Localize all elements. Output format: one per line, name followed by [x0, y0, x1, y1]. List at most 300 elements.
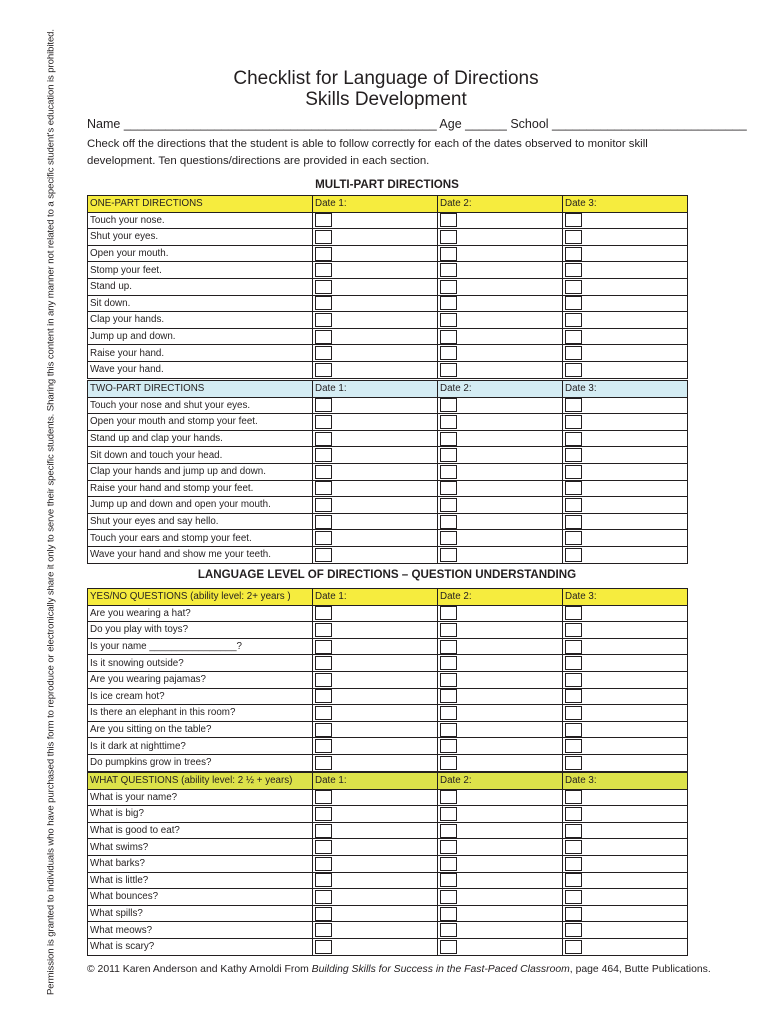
- date-1-checkbox[interactable]: [315, 481, 332, 495]
- date-1-checkbox[interactable]: [315, 230, 332, 244]
- direction-text: Raise your hand and stomp your feet.: [88, 480, 313, 497]
- date-1-cell: [313, 447, 438, 464]
- date-3-checkbox[interactable]: [565, 448, 582, 462]
- table-one-part: [87, 195, 688, 379]
- date-3-checkbox[interactable]: [565, 230, 582, 244]
- date-2-cell: [438, 839, 563, 856]
- date-1-header[interactable]: Date 1:: [313, 589, 438, 606]
- date-1-checkbox[interactable]: [315, 656, 332, 670]
- checklist-row: [88, 922, 688, 939]
- date-3-cell: [563, 872, 688, 889]
- checklist-row: [88, 839, 688, 856]
- date-2-checkbox[interactable]: [440, 313, 457, 327]
- date-1-checkbox[interactable]: [315, 840, 332, 854]
- date-2-cell: [438, 430, 563, 447]
- date-2-checkbox[interactable]: [440, 940, 457, 954]
- direction-text: What is big?: [88, 806, 313, 823]
- date-2-cell: [438, 822, 563, 839]
- checklist-row: [88, 705, 688, 722]
- date-1-cell: [313, 605, 438, 622]
- direction-text: Is ice cream hot?: [88, 688, 313, 705]
- date-1-cell: [313, 839, 438, 856]
- date-2-checkbox[interactable]: [440, 640, 457, 654]
- date-3-cell: [563, 938, 688, 955]
- checklist-row: [88, 638, 688, 655]
- checklist-row: [88, 278, 688, 295]
- direction-text: What is scary?: [88, 938, 313, 955]
- date-2-checkbox[interactable]: [440, 739, 457, 753]
- date-1-header[interactable]: Date 1:: [313, 196, 438, 213]
- direction-text: Clap your hands and jump up and down.: [88, 463, 313, 480]
- date-1-cell: [313, 312, 438, 329]
- date-1-checkbox[interactable]: [315, 313, 332, 327]
- date-2-checkbox[interactable]: [440, 398, 457, 412]
- section-header-row: [88, 773, 688, 790]
- date-2-checkbox[interactable]: [440, 247, 457, 261]
- checklist-row: [88, 671, 688, 688]
- direction-text: Is it dark at nighttime?: [88, 738, 313, 755]
- date-3-cell: [563, 671, 688, 688]
- date-3-checkbox[interactable]: [565, 623, 582, 637]
- date-1-checkbox[interactable]: [315, 940, 332, 954]
- date-1-checkbox[interactable]: [315, 923, 332, 937]
- date-3-checkbox[interactable]: [565, 398, 582, 412]
- date-1-checkbox[interactable]: [315, 790, 332, 804]
- date-1-cell: [313, 789, 438, 806]
- language-level-heading: LANGUAGE LEVEL OF DIRECTIONS – QUESTION UNDERSTANDING: [197, 568, 577, 581]
- date-3-checkbox[interactable]: [565, 280, 582, 294]
- date-1-checkbox[interactable]: [315, 756, 332, 770]
- date-1-checkbox[interactable]: [315, 907, 332, 921]
- date-2-checkbox[interactable]: [440, 448, 457, 462]
- date-3-cell: [563, 839, 688, 856]
- date-2-cell: [438, 789, 563, 806]
- date-3-checkbox[interactable]: [565, 857, 582, 871]
- date-3-cell: [563, 622, 688, 639]
- date-1-cell: [313, 622, 438, 639]
- date-3-cell: [563, 754, 688, 771]
- checklist-row: [88, 738, 688, 755]
- date-2-checkbox[interactable]: [440, 415, 457, 429]
- date-1-checkbox[interactable]: [315, 623, 332, 637]
- date-2-checkbox[interactable]: [440, 706, 457, 720]
- direction-text: Are you sitting on the table?: [88, 721, 313, 738]
- date-3-checkbox[interactable]: [565, 723, 582, 737]
- date-2-cell: [438, 938, 563, 955]
- date-1-cell: [313, 229, 438, 246]
- date-2-checkbox[interactable]: [440, 656, 457, 670]
- date-1-header[interactable]: Date 1:: [313, 381, 438, 398]
- date-3-checkbox[interactable]: [565, 923, 582, 937]
- date-1-cell: [313, 889, 438, 906]
- date-1-checkbox[interactable]: [315, 280, 332, 294]
- checklist-row: [88, 229, 688, 246]
- direction-text: Is it snowing outside?: [88, 655, 313, 672]
- date-3-checkbox[interactable]: [565, 890, 582, 904]
- date-1-checkbox[interactable]: [315, 673, 332, 687]
- date-2-checkbox[interactable]: [440, 907, 457, 921]
- date-2-cell: [438, 447, 563, 464]
- date-2-header[interactable]: Date 2:: [438, 381, 563, 398]
- date-2-cell: [438, 229, 563, 246]
- date-1-checkbox[interactable]: [315, 531, 332, 545]
- date-3-checkbox[interactable]: [565, 656, 582, 670]
- direction-text: Open your mouth.: [88, 245, 313, 262]
- date-1-checkbox[interactable]: [315, 824, 332, 838]
- date-3-cell: [563, 513, 688, 530]
- checklist-row: [88, 721, 688, 738]
- direction-text: Jump up and down.: [88, 328, 313, 345]
- date-2-cell: [438, 705, 563, 722]
- date-3-checkbox[interactable]: [565, 432, 582, 446]
- date-2-checkbox[interactable]: [440, 465, 457, 479]
- date-2-cell: [438, 605, 563, 622]
- checklist-row: [88, 605, 688, 622]
- date-2-cell: [438, 855, 563, 872]
- page-title: [86, 68, 686, 110]
- date-2-checkbox[interactable]: [440, 723, 457, 737]
- date-2-checkbox[interactable]: [440, 230, 457, 244]
- date-1-cell: [313, 938, 438, 955]
- date-1-cell: [313, 414, 438, 431]
- direction-text: Is your name ________________?: [88, 638, 313, 655]
- date-1-checkbox[interactable]: [315, 873, 332, 887]
- date-1-cell: [313, 738, 438, 755]
- date-1-checkbox[interactable]: [315, 263, 332, 277]
- section-header-row: [88, 381, 688, 398]
- footer-suffix: , page 464, Butte Publications.: [569, 964, 711, 975]
- date-1-cell: [313, 671, 438, 688]
- checklist-row: [88, 622, 688, 639]
- date-1-checkbox[interactable]: [315, 247, 332, 261]
- date-3-checkbox[interactable]: [565, 689, 582, 703]
- date-3-cell: [563, 806, 688, 823]
- date-2-checkbox[interactable]: [440, 689, 457, 703]
- date-3-cell: [563, 447, 688, 464]
- date-3-checkbox[interactable]: [565, 498, 582, 512]
- date-3-checkbox[interactable]: [565, 515, 582, 529]
- direction-text: What spills?: [88, 905, 313, 922]
- date-3-cell: [563, 705, 688, 722]
- date-2-cell: [438, 905, 563, 922]
- date-2-checkbox[interactable]: [440, 263, 457, 277]
- checklist-row: [88, 480, 688, 497]
- date-3-checkbox[interactable]: [565, 548, 582, 562]
- date-2-cell: [438, 530, 563, 547]
- date-3-cell: [563, 922, 688, 939]
- direction-text: Wave your hand and show me your teeth.: [88, 546, 313, 563]
- section-header-row: [88, 589, 688, 606]
- date-2-cell: [438, 738, 563, 755]
- date-3-checkbox[interactable]: [565, 481, 582, 495]
- footer-prefix: © 2011 Karen Anderson and Kathy Arnoldi From: [87, 964, 312, 975]
- direction-text: Are you wearing pajamas?: [88, 671, 313, 688]
- date-1-header[interactable]: Date 1:: [313, 773, 438, 790]
- checklist-row: [88, 513, 688, 530]
- date-2-checkbox[interactable]: [440, 213, 457, 227]
- direction-text: Stomp your feet.: [88, 262, 313, 279]
- direction-text: Are you wearing a hat?: [88, 605, 313, 622]
- date-2-checkbox[interactable]: [440, 515, 457, 529]
- date-1-cell: [313, 278, 438, 295]
- checklist-row: [88, 447, 688, 464]
- date-2-checkbox[interactable]: [440, 280, 457, 294]
- date-1-checkbox[interactable]: [315, 739, 332, 753]
- date-3-cell: [563, 361, 688, 378]
- date-2-checkbox[interactable]: [440, 481, 457, 495]
- date-1-checkbox[interactable]: [315, 432, 332, 446]
- date-3-checkbox[interactable]: [565, 531, 582, 545]
- date-2-cell: [438, 622, 563, 639]
- date-1-checkbox[interactable]: [315, 807, 332, 821]
- direction-text: Is there an elephant in this room?: [88, 705, 313, 722]
- checklist-row: [88, 530, 688, 547]
- date-2-cell: [438, 480, 563, 497]
- date-2-checkbox[interactable]: [440, 548, 457, 562]
- direction-text: Raise your hand.: [88, 345, 313, 362]
- checklist-row: [88, 245, 688, 262]
- date-3-cell: [563, 397, 688, 414]
- table-what: [87, 772, 688, 956]
- title-line-2: Skills Development: [305, 89, 467, 110]
- date-1-checkbox[interactable]: [315, 346, 332, 360]
- date-2-checkbox[interactable]: [440, 606, 457, 620]
- checklist-row: [88, 889, 688, 906]
- date-2-cell: [438, 414, 563, 431]
- date-1-checkbox[interactable]: [315, 296, 332, 310]
- date-3-cell: [563, 480, 688, 497]
- date-3-cell: [563, 738, 688, 755]
- date-3-checkbox[interactable]: [565, 296, 582, 310]
- date-3-cell: [563, 905, 688, 922]
- checklist-row: [88, 688, 688, 705]
- date-3-checkbox[interactable]: [565, 807, 582, 821]
- date-1-checkbox[interactable]: [315, 640, 332, 654]
- date-1-checkbox[interactable]: [315, 606, 332, 620]
- date-3-checkbox[interactable]: [565, 940, 582, 954]
- date-3-cell: [563, 278, 688, 295]
- date-2-checkbox[interactable]: [440, 824, 457, 838]
- date-1-checkbox[interactable]: [315, 398, 332, 412]
- date-2-checkbox[interactable]: [440, 296, 457, 310]
- date-2-header[interactable]: Date 2:: [438, 773, 563, 790]
- checklist-row: [88, 262, 688, 279]
- date-2-checkbox[interactable]: [440, 756, 457, 770]
- date-3-checkbox[interactable]: [565, 346, 582, 360]
- date-2-cell: [438, 721, 563, 738]
- date-1-checkbox[interactable]: [315, 515, 332, 529]
- date-2-checkbox[interactable]: [440, 873, 457, 887]
- date-2-cell: [438, 212, 563, 229]
- checklist-row: [88, 345, 688, 362]
- date-3-cell: [563, 789, 688, 806]
- direction-text: Shut your eyes.: [88, 229, 313, 246]
- date-2-header[interactable]: Date 2:: [438, 589, 563, 606]
- date-1-checkbox[interactable]: [315, 415, 332, 429]
- date-3-checkbox[interactable]: [565, 640, 582, 654]
- date-1-checkbox[interactable]: [315, 465, 332, 479]
- date-3-checkbox[interactable]: [565, 213, 582, 227]
- date-1-cell: [313, 721, 438, 738]
- direction-text: Stand up.: [88, 278, 313, 295]
- date-3-checkbox[interactable]: [565, 873, 582, 887]
- direction-text: Do you play with toys?: [88, 622, 313, 639]
- direction-text: Wave your hand.: [88, 361, 313, 378]
- direction-text: What is good to eat?: [88, 822, 313, 839]
- date-3-checkbox[interactable]: [565, 739, 582, 753]
- date-1-checkbox[interactable]: [315, 890, 332, 904]
- date-3-cell: [563, 605, 688, 622]
- date-1-cell: [313, 530, 438, 547]
- permission-sidebar: [40, 0, 62, 1024]
- checklist-row: [88, 789, 688, 806]
- direction-text: Clap your hands.: [88, 312, 313, 329]
- direction-text: Open your mouth and stomp your feet.: [88, 414, 313, 431]
- date-2-checkbox[interactable]: [440, 363, 457, 377]
- date-3-cell: [563, 430, 688, 447]
- date-1-cell: [313, 855, 438, 872]
- date-3-checkbox[interactable]: [565, 263, 582, 277]
- direction-text: Sit down.: [88, 295, 313, 312]
- date-3-header[interactable]: Date 3:: [563, 196, 688, 213]
- date-1-cell: [313, 480, 438, 497]
- date-2-cell: [438, 671, 563, 688]
- date-1-cell: [313, 361, 438, 378]
- date-1-cell: [313, 688, 438, 705]
- date-3-header[interactable]: Date 3:: [563, 381, 688, 398]
- date-2-cell: [438, 245, 563, 262]
- date-2-cell: [438, 361, 563, 378]
- date-3-header[interactable]: Date 3:: [563, 589, 688, 606]
- student-info-line[interactable]: Name _____________________________________________ Age ______ School ____________________________: [87, 117, 747, 131]
- date-1-cell: [313, 497, 438, 514]
- date-3-checkbox[interactable]: [565, 313, 582, 327]
- date-1-cell: [313, 397, 438, 414]
- date-2-cell: [438, 328, 563, 345]
- checklist-row: [88, 397, 688, 414]
- date-2-checkbox[interactable]: [440, 923, 457, 937]
- date-3-checkbox[interactable]: [565, 247, 582, 261]
- date-2-checkbox[interactable]: [440, 890, 457, 904]
- date-2-checkbox[interactable]: [440, 432, 457, 446]
- direction-text: Sit down and touch your head.: [88, 447, 313, 464]
- checklist-row: [88, 212, 688, 229]
- date-2-cell: [438, 546, 563, 563]
- checklist-row: [88, 872, 688, 889]
- date-2-cell: [438, 655, 563, 672]
- date-1-checkbox[interactable]: [315, 498, 332, 512]
- section-header: YES/NO QUESTIONS (ability level: 2+ years ): [88, 589, 313, 606]
- date-2-checkbox[interactable]: [440, 498, 457, 512]
- date-1-checkbox[interactable]: [315, 363, 332, 377]
- date-2-cell: [438, 513, 563, 530]
- date-1-checkbox[interactable]: [315, 706, 332, 720]
- date-3-checkbox[interactable]: [565, 330, 582, 344]
- date-3-cell: [563, 546, 688, 563]
- date-3-checkbox[interactable]: [565, 465, 582, 479]
- date-2-header[interactable]: Date 2:: [438, 196, 563, 213]
- date-2-cell: [438, 922, 563, 939]
- date-1-cell: [313, 345, 438, 362]
- date-3-checkbox[interactable]: [565, 706, 582, 720]
- date-3-checkbox[interactable]: [565, 673, 582, 687]
- date-1-checkbox[interactable]: [315, 689, 332, 703]
- date-3-cell: [563, 212, 688, 229]
- date-3-cell: [563, 295, 688, 312]
- date-2-checkbox[interactable]: [440, 346, 457, 360]
- direction-text: What bounces?: [88, 889, 313, 906]
- checklist-row: [88, 822, 688, 839]
- date-1-checkbox[interactable]: [315, 448, 332, 462]
- date-3-cell: [563, 262, 688, 279]
- date-1-checkbox[interactable]: [315, 330, 332, 344]
- date-3-checkbox[interactable]: [565, 756, 582, 770]
- section-header: ONE-PART DIRECTIONS: [88, 196, 313, 213]
- date-3-cell: [563, 345, 688, 362]
- checklist-row: [88, 414, 688, 431]
- checklist-row: [88, 655, 688, 672]
- title-line-1: Checklist for Language of Directions: [233, 68, 539, 89]
- date-3-checkbox[interactable]: [565, 840, 582, 854]
- date-3-checkbox[interactable]: [565, 907, 582, 921]
- direction-text: Touch your nose and shut your eyes.: [88, 397, 313, 414]
- date-2-checkbox[interactable]: [440, 623, 457, 637]
- date-3-cell: [563, 530, 688, 547]
- date-3-checkbox[interactable]: [565, 824, 582, 838]
- date-2-checkbox[interactable]: [440, 531, 457, 545]
- date-3-checkbox[interactable]: [565, 363, 582, 377]
- date-3-checkbox[interactable]: [565, 415, 582, 429]
- direction-text: What is your name?: [88, 789, 313, 806]
- checklist-row: [88, 497, 688, 514]
- date-1-cell: [313, 872, 438, 889]
- date-3-checkbox[interactable]: [565, 606, 582, 620]
- date-3-cell: [563, 655, 688, 672]
- date-3-cell: [563, 889, 688, 906]
- date-1-checkbox[interactable]: [315, 548, 332, 562]
- checklist-row: [88, 295, 688, 312]
- date-2-checkbox[interactable]: [440, 330, 457, 344]
- date-1-checkbox[interactable]: [315, 723, 332, 737]
- date-1-cell: [313, 546, 438, 563]
- date-1-checkbox[interactable]: [315, 857, 332, 871]
- date-3-checkbox[interactable]: [565, 790, 582, 804]
- date-2-checkbox[interactable]: [440, 857, 457, 871]
- checklist-row: [88, 938, 688, 955]
- date-1-cell: [313, 245, 438, 262]
- instructions: Check off the directions that the student is able to follow correctly for each of the dates observed to monitor skill development. Ten questions/directions are provided in each section.: [87, 138, 648, 167]
- direction-text: Stand up and clap your hands.: [88, 430, 313, 447]
- date-2-checkbox[interactable]: [440, 807, 457, 821]
- date-2-cell: [438, 872, 563, 889]
- date-1-cell: [313, 513, 438, 530]
- date-1-cell: [313, 754, 438, 771]
- date-1-cell: [313, 262, 438, 279]
- date-1-checkbox[interactable]: [315, 213, 332, 227]
- date-2-checkbox[interactable]: [440, 673, 457, 687]
- date-2-checkbox[interactable]: [440, 790, 457, 804]
- date-2-cell: [438, 754, 563, 771]
- date-2-checkbox[interactable]: [440, 840, 457, 854]
- date-3-cell: [563, 312, 688, 329]
- date-3-header[interactable]: Date 3:: [563, 773, 688, 790]
- checklist-row: [88, 905, 688, 922]
- checklist-row: [88, 463, 688, 480]
- date-1-cell: [313, 705, 438, 722]
- date-2-cell: [438, 295, 563, 312]
- date-3-cell: [563, 497, 688, 514]
- date-2-cell: [438, 463, 563, 480]
